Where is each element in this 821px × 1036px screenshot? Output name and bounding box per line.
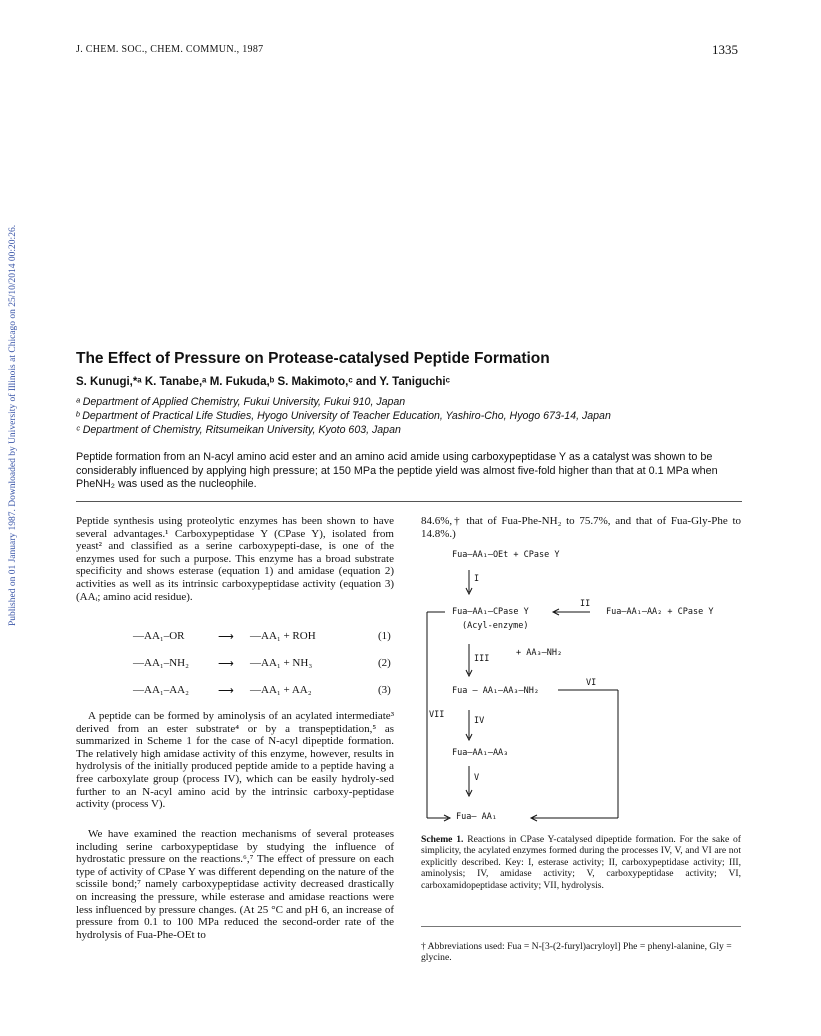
step-i-label: I: [474, 574, 480, 584]
step-v-label: V: [474, 773, 480, 783]
download-sidebar[interactable]: [8, 186, 22, 626]
scheme-final-product: Fua– AA₁: [456, 812, 497, 822]
step-ii-label: II: [580, 599, 591, 609]
scheme-caption: [421, 834, 741, 891]
equation-2-arrow: ⟶: [218, 658, 234, 670]
scheme-peptide-amide: Fua – AA₁–AA₃–NH₂: [452, 686, 539, 696]
scheme-peptide: Fua–AA₁–AA₃: [452, 748, 509, 758]
scheme-nucleophile: + AA₃–NH₂: [516, 648, 563, 658]
equation-2-lhs: —AA₁–NH₂: [133, 657, 189, 669]
equation-1-lhs: —AA₁–OR: [133, 630, 185, 642]
equation-2-number: (2): [378, 657, 391, 669]
equation-3-rhs: —AA₁ + AA₂: [250, 684, 312, 696]
article-title: The Effect of Pressure on Protease-catalysed Peptide Formation: [76, 350, 550, 367]
download-notice[interactable]: Published on 01 January 1987. Downloaded by University of Illinois at Chicago on 25/10/2014 00:20:26.: [8, 224, 18, 626]
equation-1-arrow: ⟶: [218, 631, 234, 643]
footnote-rule: [421, 926, 741, 927]
scheme-substrate: Fua–AA₁–OEt + CPase Y: [452, 550, 560, 560]
equation-3-number: (3): [378, 684, 391, 696]
equation-1-rhs: —AA₁ + ROH: [250, 630, 316, 642]
paragraph-intro: Peptide synthesis using proteolytic enzymes has been shown to have several advantages.¹ Carboxypeptidase Y (CPase Y), isolated from yeast² and classified as a serine carboxypepti-dase, is one of the enzymes used for such a purpose. This enzyme has a broad substrate specificity and shows esterase (equation 1) and amidase (equation 2) activities as well as its intrinsic carboxypeptidase activity (equation 3) (AAᵢ; amino acid residue).: [76, 515, 394, 603]
abstract-rule: [76, 501, 742, 502]
affiliation-c: ᶜ Department of Chemistry, Ritsumeikan University, Kyoto 603, Japan: [76, 424, 401, 436]
step-iii-label: III: [474, 654, 490, 664]
paragraph-aminolysis: A peptide can be formed by aminolysis of an acylated intermediate³ derived from an ester substrate⁴ or by a transpeptidation,⁵ as summarized in Scheme 1 for the case of N-acyl dipeptide formation. The relatively high amidase activity of this enzyme, however, results in hydrolysis of the initially produced peptide amide to a peptide having a free carboxylate group (process IV), which can be easily hydroly-sed further to an N-acyl amino acid by the intrinsic carboxy-peptidase activity (process V).: [76, 710, 394, 811]
affiliation-a: ᵃ Department of Applied Chemistry, Fukui University, Fukui 910, Japan: [76, 396, 406, 408]
equation-3-arrow: ⟶: [218, 685, 234, 697]
paragraph-pressure: We have examined the reaction mechanisms of several proteases including serine carboxypeptidase by studying the influence of hydrostatic pressure on the reactions.⁶,⁷ The effect of pressure on each type of activity of CPase Y was different depending on the nature of the scissile bond;⁷ namely carboxypeptidase activity decreased drastically on increasing the pressure, while esterase and amidase reactions were less influenced by pressure changes. (At 25 °C and pH 6, an increase of pressure from 0.1 to 100 MPa reduced the second-order rate of the hydrolysis of Fua-Phe-OEt to: [76, 828, 394, 941]
equation-3-lhs: —AA₁–AA₂: [133, 684, 189, 696]
scheme-acyl-enzyme: Fua–AA₁–CPase Y: [452, 607, 529, 617]
caption-text: Reactions in CPase Y-catalysed dipeptide formation. For the sake of simplicity, the acylated enzymes formed during the processes IV, V, and VI are not explicitly described. Key: I, esterase activity; II, carboxypeptidase activity; III, aminolysis; IV, amidase activity; V, carboxypeptidase activity; VI, carboxamidopeptidase activity; VII, hydrolysis.: [421, 834, 741, 891]
author-list: S. Kunugi,*ᵃ K. Tanabe,ᵃ M. Fukuda,ᵇ S. Makimoto,ᶜ and Y. Taniguchiᶜ: [76, 376, 450, 388]
page-number: 1335: [712, 42, 738, 57]
caption-label: Scheme 1.: [421, 834, 464, 845]
paragraph-continued: 84.6%,† that of Fua-Phe-NH₂ to 75.7%, and that of Fua-Gly-Phe to 14.8%.): [421, 515, 741, 540]
footnote-abbreviations: † Abbreviations used: Fua = N-[3-(2-furyl)acryloyl] Phe = phenyl-alanine, Gly = glycine.: [421, 941, 732, 964]
affiliation-b: ᵇ Department of Practical Life Studies, Hyogo University of Teacher Education, Yashiro-Cho, Hyogo 673-14, Japan: [76, 410, 611, 422]
equation-2-rhs: —AA₁ + NH₃: [250, 657, 313, 669]
scheme-acyl-label: (Acyl-enzyme): [462, 621, 529, 631]
step-vi-label: VI: [586, 678, 597, 688]
step-vii-label: VII: [429, 710, 445, 720]
journal-header: J. CHEM. SOC., CHEM. COMMUN., 1987: [76, 44, 264, 55]
scheme-1-diagram: [420, 540, 750, 830]
scheme-dipeptide-substrate: Fua–AA₁–AA₂ + CPase Y: [606, 607, 714, 617]
abstract: Peptide formation from an N-acyl amino acid ester and an amino acid amide using carboxypeptidase Y as a catalyst was shown to be considerably influenced by applying high pressure; at 150 MPa the peptide yield was almost five-fold higher than that at 0.1 MPa when PheNH₂ was used as the nucleophile.: [76, 451, 718, 490]
step-iv-label: IV: [474, 716, 485, 726]
equation-1-number: (1): [378, 630, 391, 642]
